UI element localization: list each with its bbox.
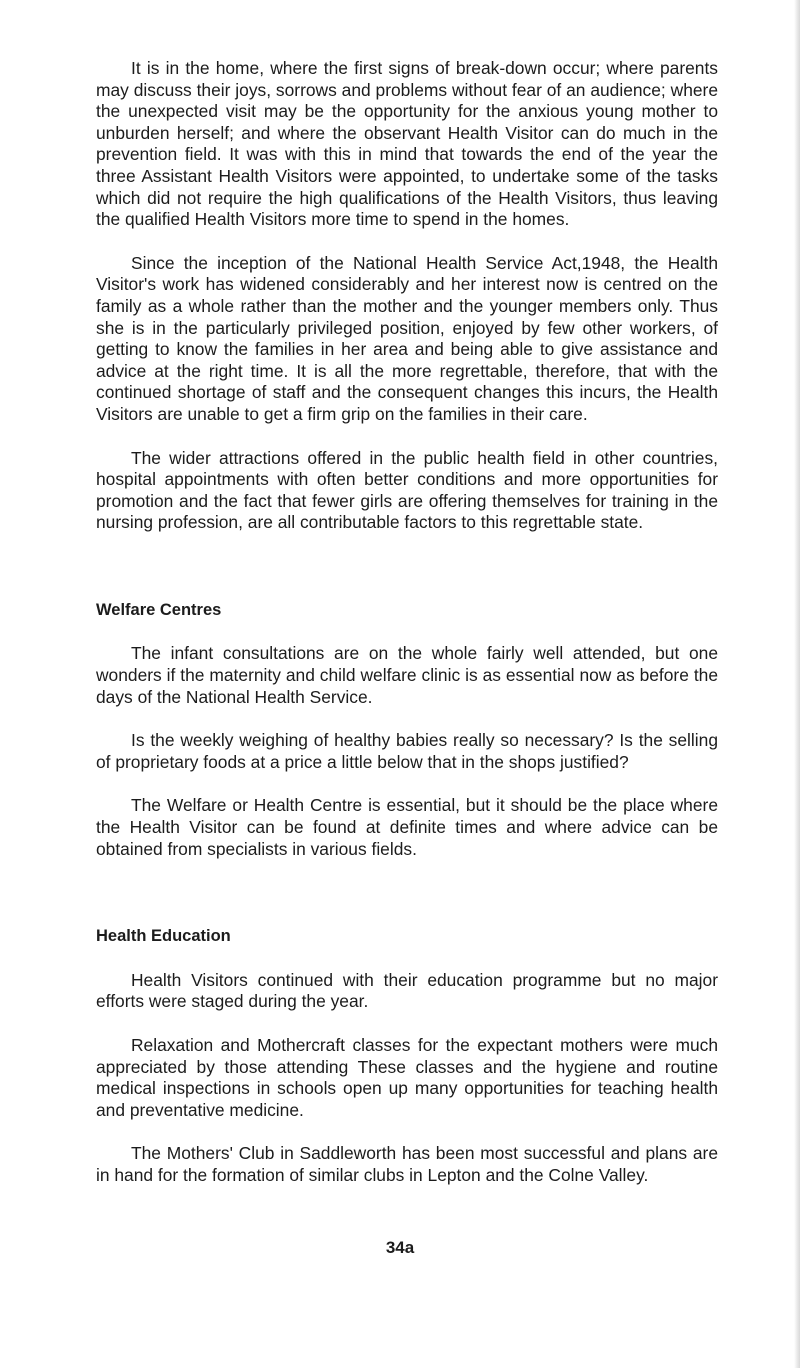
page-edge-shadow	[794, 0, 800, 1368]
paragraph-nhs-act: Since the inception of the National Health Service Act,1948, the Health Visitor's work has widened considerably and her interest now is centred on the family as a whole rather than the mother and the younger members only. Thus she is in the particularly privileged position, enjoyed by few other workers, of getting to know the families in her area and being able to give assistance and advice at the right time. It is all the more regrettable, therefore, that with the continued shortage of staff and the consequent changes this incurs, the Health Visitors are unable to get a firm grip on the families in their care.	[96, 252, 718, 424]
paragraph-home-visits: It is in the home, where the first signs of break-down occur; where parents may discuss their joys, sorrows and problems without fear of an audience; where the unexpected visit may be the opportunity for the anxious young mother to unburden herself; and where the observant Health Visitor can do much in the prevention field. It was with this in mind that towards the end of the year the three Assistant Health Visitors were appointed, to undertake some of the tasks which did not require the high qualifications of the Health Visitors, thus leaving the qualified Health Visitors more time to spend in the homes.	[96, 58, 718, 230]
page-number: 34a	[385, 1238, 415, 1257]
heading-welfare-centres: Welfare Centres	[96, 600, 222, 619]
paragraph-mothers-club: The Mothers' Club in Saddleworth has been most successful and plans are in hand for the formation of similar clubs in Lepton and the Colne Valley.	[96, 1143, 718, 1185]
paragraph-wider-attractions: The wider attractions offered in the public health field in other countries, hospital appointments with often better conditions and more opportunities for promotion and the fact that fewer girls are offering themselves for training in the nursing profession, are all contributable factors to this regrettable state.	[96, 447, 718, 533]
paragraph-weekly-weighing: Is the weekly weighing of healthy babies really so necessary? Is the selling of proprietary foods at a price a little below that in the shops justified?	[96, 730, 718, 772]
paragraph-education-programme: Health Visitors continued with their education programme but no major efforts were staged during the year.	[96, 969, 718, 1012]
paragraph-relaxation-classes: Relaxation and Mothercraft classes for the expectant mothers were much appreciated by those attending These classes and the hygiene and routine medical inspections in schools open up many opportunities for teaching health and preventative medicine.	[96, 1035, 718, 1120]
heading-health-education: Health Education	[96, 927, 231, 946]
section-spacer	[96, 556, 718, 578]
paragraph-welfare-centre-essential: The Welfare or Health Centre is essential, but it should be the place where the Health Visitor can be found at definite times and where advice can be obtained from specialists in various fields.	[96, 795, 718, 859]
paragraph-infant-consultations: The infant consultations are on the whole fairly well attended, but one wonders if the maternity and child welfare clinic is as essential now as before the days of the National Health Service.	[96, 643, 718, 707]
document-page	[96, 58, 718, 1209]
section-spacer	[96, 882, 718, 904]
